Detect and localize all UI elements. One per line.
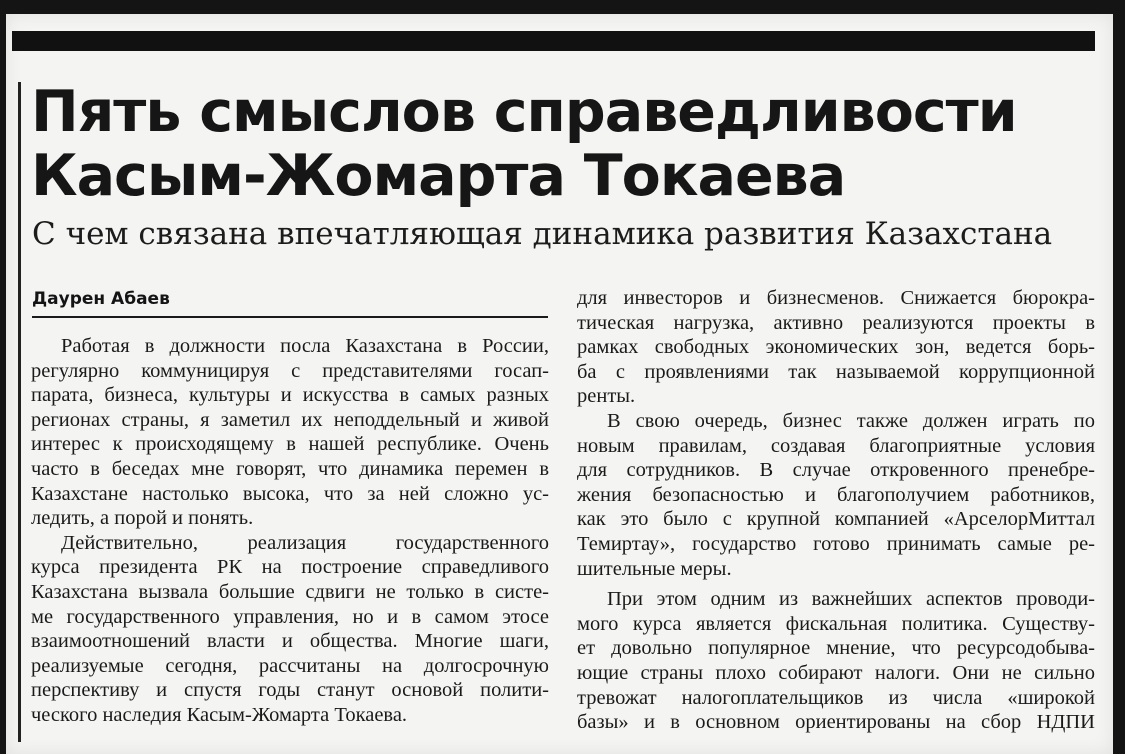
paragraph <box>577 587 1095 735</box>
text-line: рамках свободных экономических зон, ведется борь- <box>577 336 1095 359</box>
text-line: тическая нагрузка, активно реализуются проекты в <box>577 311 1095 334</box>
text-line: ренты. <box>577 385 636 408</box>
text-line: взаимоотношений власти и общества. Многие шаги, <box>31 630 549 653</box>
text-line: регионах страны, я заметил их неподдельный и живой <box>31 408 549 431</box>
text-line: регулярно коммуницируя с представителями госап- <box>31 359 549 382</box>
text-line: перспективу и спустя годы станут основой полити- <box>31 679 549 702</box>
byline-divider <box>32 316 548 318</box>
article-headline <box>31 80 1101 208</box>
right-text-column <box>577 286 1095 735</box>
text-line: жения безопасностью и благополучием работников, <box>577 483 1095 506</box>
text-line: ет довольно популярное мнение, что ресурсодобыва- <box>577 637 1095 660</box>
headline-line: Касым-Жомарта Токаева <box>31 143 846 209</box>
text-line: для инвесторов и бизнесменов. Снижается бюрокра- <box>577 287 1095 309</box>
text-line: ме государственного управления, но и в самом этосе <box>31 605 549 628</box>
text-line: тревожат налогоплательщиков из числа «широкой <box>577 686 1095 709</box>
text-line: Казахстана вызвала большие сдвиги не только в систе- <box>31 580 549 603</box>
author-byline: Даурен Абаев <box>32 289 170 309</box>
text-line: курса президента РК на построение справедливого <box>31 556 549 579</box>
text-line: часто в беседах мне говорят, что динамика перемен в <box>31 457 549 480</box>
left-margin-rule <box>18 82 21 742</box>
text-line: для сотрудников. В случае откровенного пренебре- <box>577 459 1095 482</box>
text-line: Действительно, реализация государственного <box>61 531 549 554</box>
text-line: новым правилам, создавая благоприятные условия <box>577 434 1095 457</box>
text-line: реализуемые сегодня, рассчитаны на долгосрочную <box>31 654 549 677</box>
text-line: Работая в должности посла Казахстана в России, <box>61 335 549 357</box>
text-line: ба с проявлениями так называемой коррупционной <box>577 360 1095 383</box>
text-line: Казахстане настолько высока, что за ней сложно ус- <box>31 482 549 505</box>
text-line: В свою очередь, бизнес также должен играть по <box>607 409 1095 432</box>
header-bar <box>12 31 1095 51</box>
text-line: интерес к происходящему в нашей республике. Очень <box>31 433 549 456</box>
text-line: При этом одним из важнейших аспектов проводи- <box>607 588 1095 611</box>
paragraph <box>577 286 1095 409</box>
headline-line: Пять смыслов справедливости <box>31 79 1017 145</box>
article-subheadline: С чем связана впечатляющая динамика развития Казахстана <box>32 216 1053 252</box>
text-line: парата, бизнеса, культуры и искусства в самых разных <box>31 384 549 407</box>
text-line: мого курса является фискальная политика. Существу- <box>577 612 1095 635</box>
text-line: как это было с крупной компанией «АрселорМиттал <box>577 508 1095 531</box>
paragraph <box>31 531 549 728</box>
text-line: шительные меры. <box>577 557 732 580</box>
paragraph <box>31 334 549 531</box>
paragraph <box>577 409 1095 581</box>
text-line: Темиртау», государство готово принимать самые ре- <box>577 532 1095 555</box>
text-line: ледить, а порой и понять. <box>31 507 254 530</box>
text-line: базы» и в основном ориентированы на сбор НДПИ <box>577 711 1095 734</box>
left-text-column <box>31 334 549 728</box>
text-line: ющие страны плохо собирают налоги. Они не сильно <box>577 661 1095 684</box>
text-line: ческого наследия Касым-Жомарта Токаева. <box>31 703 408 726</box>
